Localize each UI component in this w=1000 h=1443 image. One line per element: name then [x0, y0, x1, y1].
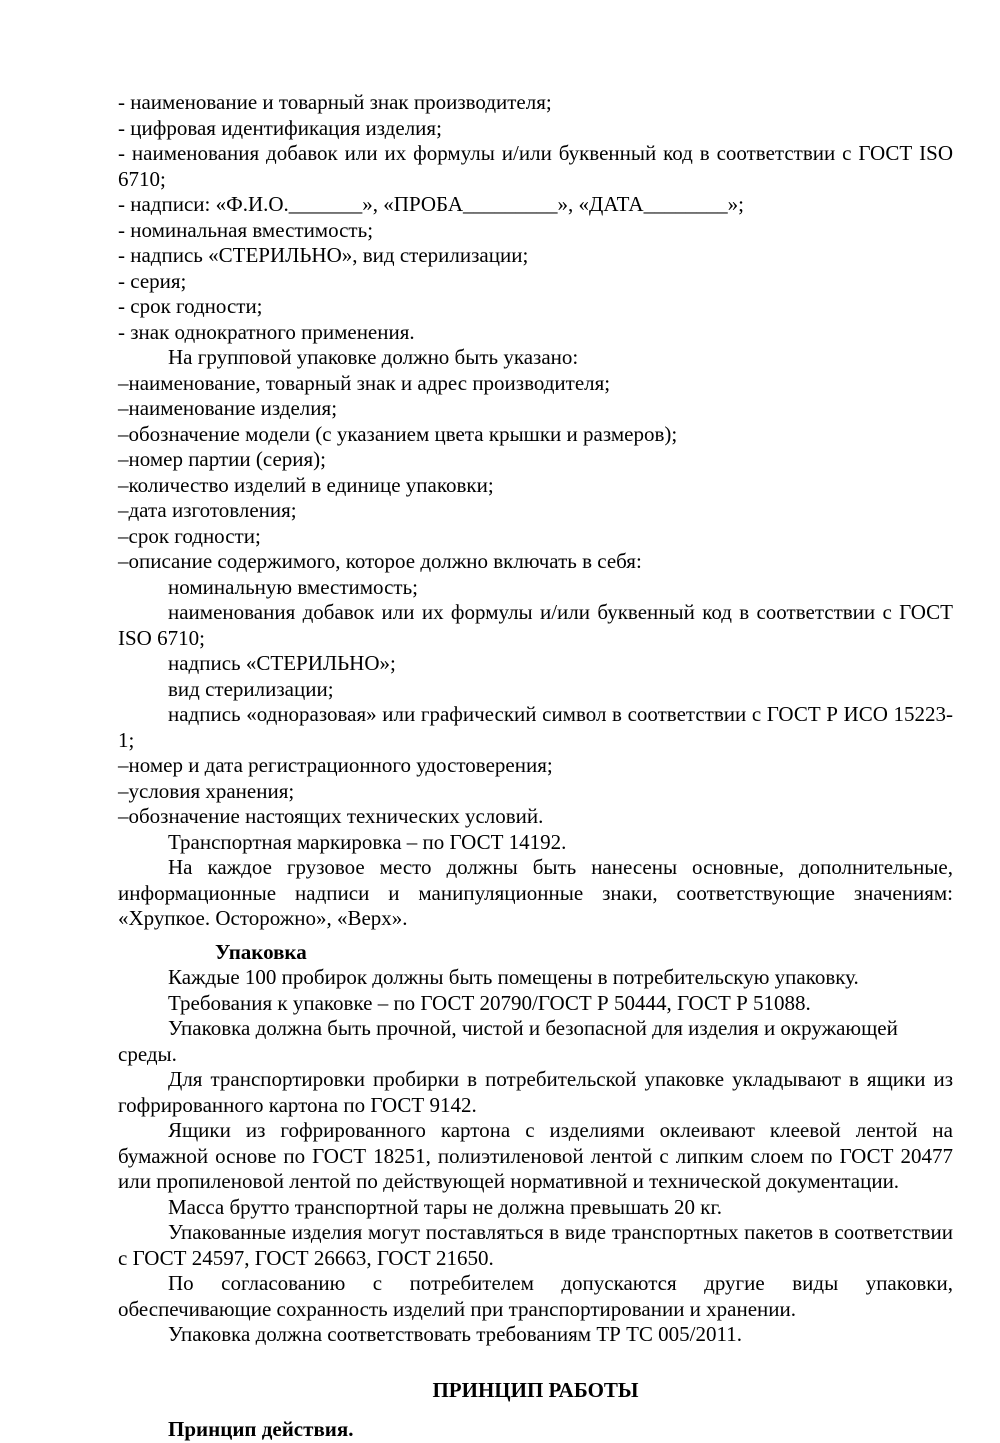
list-item: –описание содержимого, которое должно включать в себя:: [118, 549, 642, 573]
list-item: - серия;: [118, 268, 187, 293]
list-item: –обозначение настоящих технических условий.: [118, 804, 544, 828]
list-item: –срок годности;: [118, 523, 261, 548]
list-item: –номер партии (серия);: [118, 447, 327, 471]
paragraph: Упаковка должна быть прочной, чистой и безопасной для изделия и окружающей среды.: [118, 1016, 898, 1066]
paragraph: вид стерилизации;: [168, 676, 334, 701]
list-item: - надписи: «Ф.И.О._______», «ПРОБА_________», «ДАТА________»;: [118, 192, 744, 216]
page-heading: ПРИНЦИП РАБОТЫ: [432, 1377, 639, 1402]
paragraph: На каждое грузовое место должны быть нанесены основные, дополнительные, информационные надписи и манипуляционные знаки, соответствующие значениям: «Хрупкое. Осторожно», «Верх».: [118, 855, 953, 930]
list-item: –количество изделий в единице упаковки;: [118, 472, 494, 497]
list-item: - наименование и товарный знак производителя;: [118, 90, 552, 114]
paragraph: По согласованию с потребителем допускаются другие виды упаковки, обеспечивающие сохранность изделий при транспортировании и хранении.: [118, 1271, 953, 1321]
paragraph: На групповой упаковке должно быть указано:: [168, 345, 579, 369]
paragraph: надпись «одноразовая» или графический символ в соответствии с ГОСТ Р ИСО 15223-1;: [118, 702, 953, 752]
list-item: –обозначение модели (с указанием цвета крышки и размеров);: [118, 421, 678, 446]
list-item: –номер и дата регистрационного удостоверения;: [118, 753, 553, 777]
list-item: - номинальная вместимость;: [118, 217, 374, 242]
paragraph: Упакованные изделия могут поставляться в виде транспортных пакетов в соответствии с ГОСТ 24597, ГОСТ 26663, ГОСТ 21650.: [118, 1220, 953, 1270]
paragraph: Транспортная маркировка – по ГОСТ 14192.: [168, 829, 567, 854]
paragraph: Для транспортировки пробирки в потребительской упаковке укладывают в ящики из гофрированного картона по ГОСТ 9142.: [118, 1067, 953, 1117]
section-heading: Упаковка: [215, 939, 307, 964]
paragraph: номинальную вместимость;: [168, 574, 418, 599]
paragraph: Требования к упаковке – по ГОСТ 20790/ГОСТ Р 50444, ГОСТ Р 51088.: [168, 990, 811, 1015]
paragraph: Ящики из гофрированного картона с изделиями оклеивают клеевой лентой на бумажной основе по ГОСТ 18251, полиэтиленовой лентой с липким слоем по ГОСТ 20477 или пропиленовой лентой по действующей нормативной и технической документации.: [118, 1118, 953, 1193]
document-body: [118, 90, 953, 1443]
list-item: –дата изготовления;: [118, 498, 297, 522]
paragraph-bold: Принцип действия.: [168, 1417, 354, 1441]
list-item: - цифровая идентификация изделия;: [118, 115, 442, 140]
list-item: –наименование, товарный знак и адрес производителя;: [118, 370, 611, 395]
paragraph: наименования добавок или их формулы и/или буквенный код в соответствии с ГОСТ ISO 6710;: [118, 600, 953, 650]
paragraph: надпись «СТЕРИЛЬНО»;: [168, 651, 396, 675]
paragraph: Каждые 100 пробирок должны быть помещены в потребительскую упаковку.: [168, 965, 859, 989]
list-item: - знак однократного применения.: [118, 319, 415, 344]
paragraph: Масса брутто транспортной тары не должна превышать 20 кг.: [168, 1194, 722, 1219]
list-item: –наименование изделия;: [118, 396, 338, 420]
paragraph: Упаковка должна соответствовать требованиям ТР ТС 005/2011.: [168, 1322, 742, 1346]
list-item: - наименования добавок или их формулы и/или буквенный код в соответствии с ГОСТ ISO 6710;: [118, 141, 953, 191]
list-item: - надпись «СТЕРИЛЬНО», вид стерилизации;: [118, 243, 529, 267]
list-item: - срок годности;: [118, 294, 263, 318]
list-item: –условия хранения;: [118, 778, 295, 803]
